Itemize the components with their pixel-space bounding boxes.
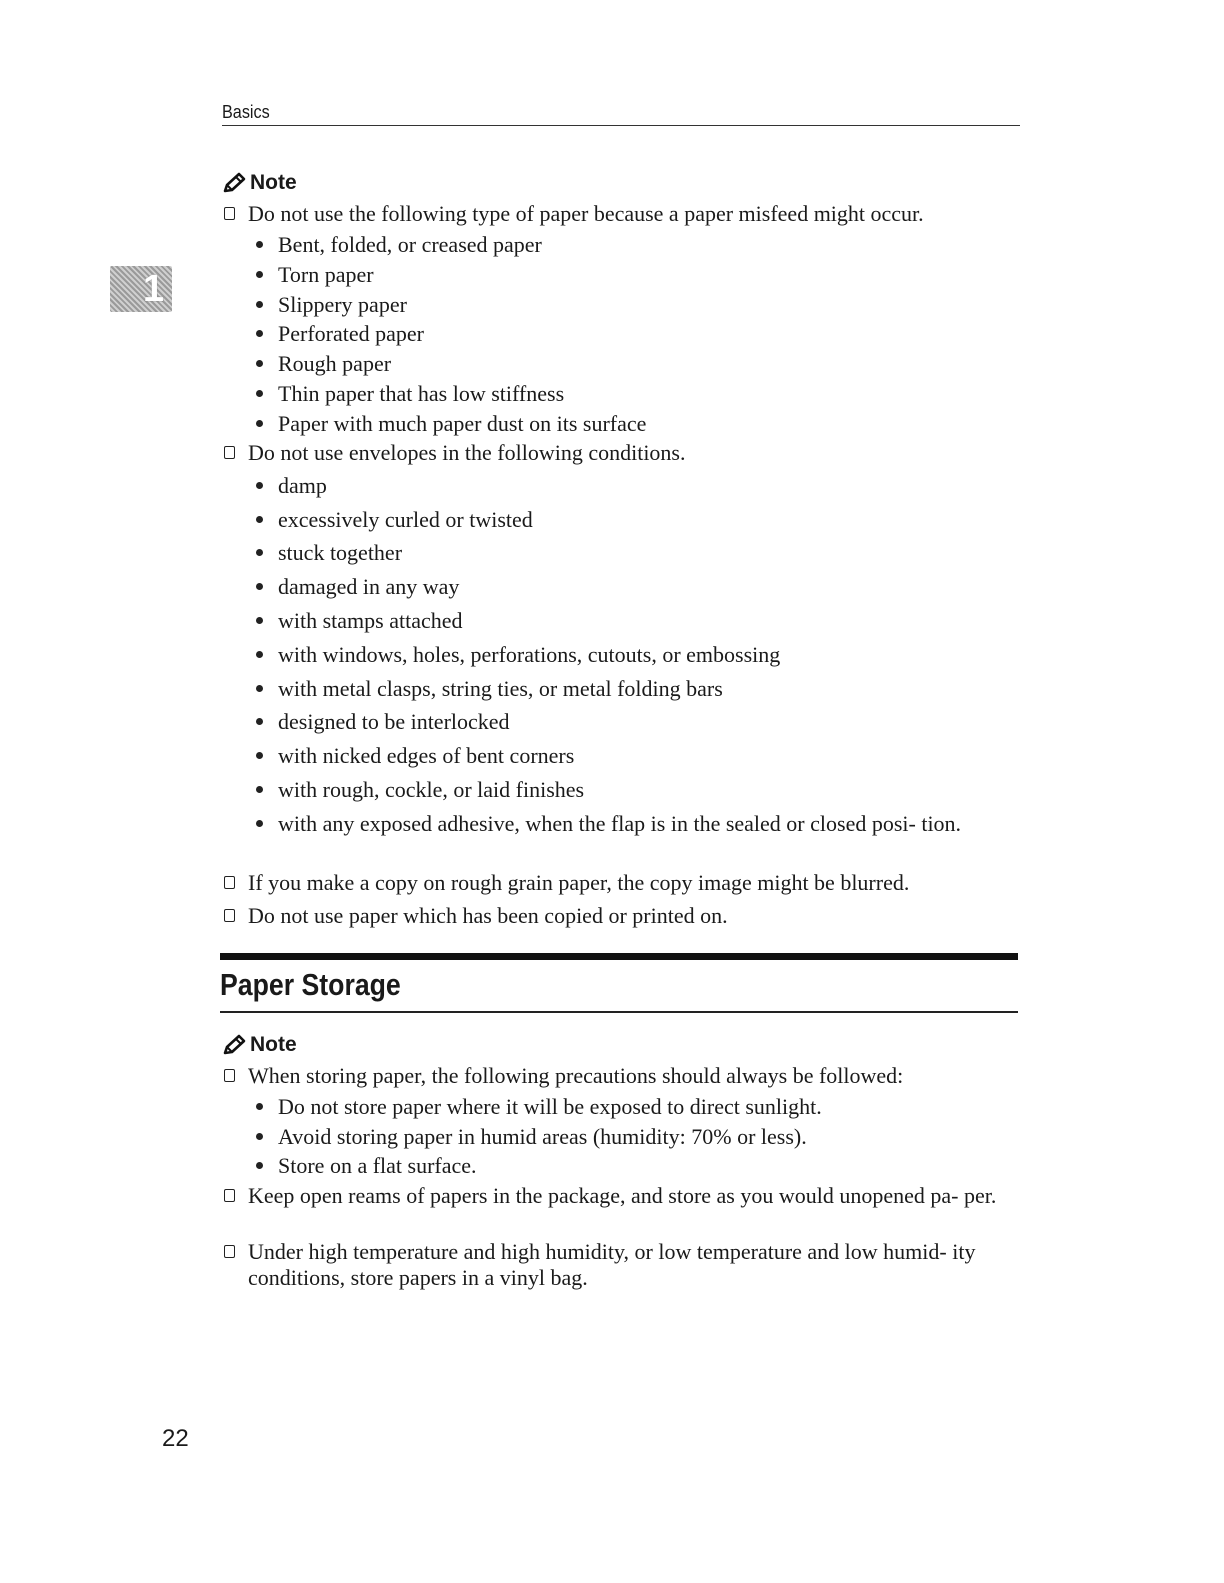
page-number: 22 — [162, 1425, 189, 1452]
note-item-text: Keep open reams of papers in the package, and store as you would unopened pa- per. — [248, 1183, 997, 1208]
list-item-text: Store on a flat surface. — [278, 1153, 477, 1178]
checkbox-icon — [224, 1189, 235, 1202]
pencil-icon — [222, 1034, 246, 1056]
checkbox-icon — [224, 876, 235, 889]
checkbox-icon — [224, 1245, 235, 1258]
list-item — [254, 473, 1024, 499]
list-item — [254, 351, 1024, 377]
note-item-text: If you make a copy on rough grain paper, the copy image might be blurred. — [248, 870, 910, 895]
list-item — [254, 608, 1024, 634]
list-item-text: with metal clasps, string ties, or metal folding bars — [278, 676, 723, 701]
list-item-text: Avoid storing paper in humid areas (humidity: 70% or less). — [278, 1124, 807, 1149]
note-item — [222, 201, 1022, 227]
note-item — [222, 1063, 1022, 1089]
bullet-icon — [256, 360, 263, 367]
checkbox-icon — [224, 1069, 235, 1082]
list-item — [254, 642, 1024, 668]
list-item — [254, 292, 1024, 318]
list-item — [254, 709, 1024, 735]
bullet-icon — [256, 617, 263, 624]
note-item — [222, 903, 1022, 929]
list-item — [254, 1094, 1024, 1120]
list-item-text: with nicked edges of bent corners — [278, 743, 575, 768]
list-item-text: Perforated paper — [278, 321, 424, 346]
note-item — [222, 1183, 1022, 1209]
list-item — [254, 321, 1024, 347]
list-item-text: designed to be interlocked — [278, 709, 510, 734]
section-bar — [220, 953, 1018, 960]
list-item-text: Paper with much paper dust on its surface — [278, 411, 647, 436]
checkbox-icon — [224, 207, 235, 220]
list-item — [254, 676, 1024, 702]
list-item — [254, 743, 1024, 769]
bullet-icon — [256, 390, 263, 397]
bullet-icon — [256, 482, 263, 489]
list-item-text: Bent, folded, or creased paper — [278, 232, 542, 257]
list-item — [254, 507, 1024, 533]
bullet-icon — [256, 752, 263, 759]
note-item-text: When storing paper, the following precautions should always be followed: — [248, 1063, 904, 1088]
bullet-icon — [256, 1162, 263, 1169]
list-item-text: Thin paper that has low stiffness — [278, 381, 565, 406]
running-header: Basics — [222, 102, 270, 122]
bullet-icon — [256, 516, 263, 523]
note-item — [222, 870, 1022, 896]
checkbox-icon — [224, 446, 235, 459]
note-label: Note — [250, 171, 297, 194]
list-item-text: stuck together — [278, 540, 403, 565]
list-item-text: with windows, holes, perforations, cutouts, or embossing — [278, 642, 781, 667]
list-item-text: with any exposed adhesive, when the flap is in the sealed or closed posi- tion. — [278, 811, 962, 836]
chapter-number: 1 — [142, 268, 164, 310]
bullet-icon — [256, 651, 263, 658]
bullet-icon — [256, 549, 263, 556]
list-item-text: Slippery paper — [278, 292, 407, 317]
list-item-text: damp — [278, 473, 327, 498]
chapter-tab — [110, 266, 172, 312]
list-item — [254, 811, 1024, 837]
list-item — [254, 381, 1024, 407]
header-rule — [222, 125, 1020, 126]
bullet-icon — [256, 271, 263, 278]
bullet-icon — [256, 1133, 263, 1140]
list-item-text: damaged in any way — [278, 574, 460, 599]
list-item — [254, 232, 1024, 258]
section-title: Paper Storage — [220, 967, 401, 1002]
list-item — [254, 574, 1024, 600]
bullet-icon — [256, 301, 263, 308]
list-item-text: Torn paper — [278, 262, 374, 287]
list-item-text: Rough paper — [278, 351, 392, 376]
note-heading — [222, 170, 297, 196]
note-item — [222, 1239, 1022, 1291]
list-item-text: with rough, cockle, or laid finishes — [278, 777, 585, 802]
bullet-icon — [256, 330, 263, 337]
list-item — [254, 1124, 1024, 1150]
note-item-text: Do not use paper which has been copied or printed on. — [248, 903, 728, 928]
note-heading — [222, 1032, 297, 1058]
bullet-icon — [256, 786, 263, 793]
note-item — [222, 440, 1022, 466]
pencil-icon — [222, 172, 246, 194]
list-item-text: with stamps attached — [278, 608, 463, 633]
note-item-text: Under high temperature and high humidity, or low temperature and low humid- ity conditions, store papers in a vinyl bag. — [248, 1239, 976, 1290]
bullet-icon — [256, 241, 263, 248]
bullet-icon — [256, 583, 263, 590]
note-label: Note — [250, 1033, 297, 1056]
list-item-text: Do not store paper where it will be exposed to direct sunlight. — [278, 1094, 822, 1119]
note-item-text: Do not use envelopes in the following conditions. — [248, 440, 686, 465]
bullet-icon — [256, 420, 263, 427]
list-item-text: excessively curled or twisted — [278, 507, 533, 532]
list-item — [254, 777, 1024, 803]
list-item — [254, 411, 1024, 437]
bullet-icon — [256, 820, 263, 827]
section-rule — [220, 1011, 1018, 1013]
list-item — [254, 1153, 1024, 1179]
bullet-icon — [256, 718, 263, 725]
note-item-text: Do not use the following type of paper because a paper misfeed might occur. — [248, 201, 924, 226]
bullet-icon — [256, 685, 263, 692]
bullet-icon — [256, 1103, 263, 1110]
checkbox-icon — [224, 909, 235, 922]
list-item — [254, 262, 1024, 288]
list-item — [254, 540, 1024, 566]
